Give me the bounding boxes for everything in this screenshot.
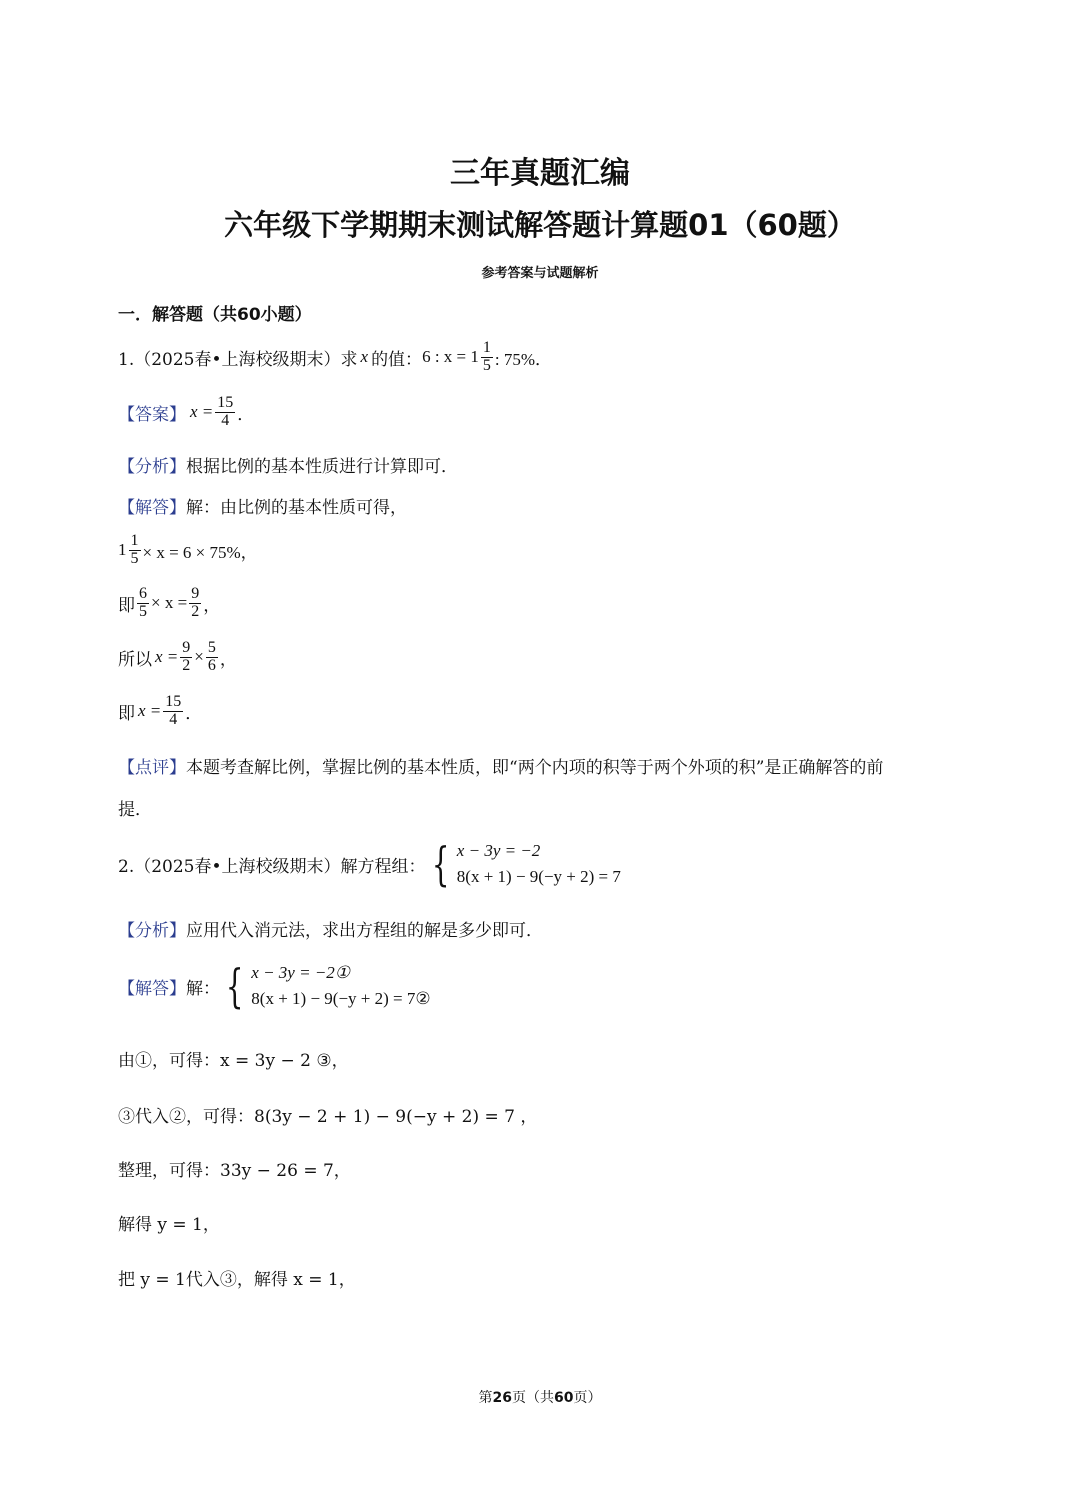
q1-statement	[118, 340, 552, 375]
q1-answer-end: ．	[237, 404, 255, 425]
q1-step4-prefix: 即	[118, 703, 135, 724]
q2-analysis	[118, 916, 543, 941]
q2-statement	[118, 838, 621, 891]
q1-step1	[118, 533, 258, 568]
q1-solution-text: 解：由比例的基本性质可得，	[186, 498, 407, 518]
q1-mid: 的值：	[371, 349, 423, 370]
q1-prefix: 1.（2025春•上海校级期末）求	[118, 349, 358, 370]
q1-step1-den: 5	[130, 549, 139, 567]
q1-solution	[118, 493, 407, 518]
footer-post: 页）	[573, 1390, 602, 1406]
q2-sol-row1: x − 3y = −2①	[251, 963, 351, 982]
q1-solution-tag: 【解答】	[118, 498, 186, 518]
q1-step4-num: 15	[165, 693, 182, 710]
q1-step2	[118, 586, 220, 621]
q1-step3-prefix: 所以	[118, 649, 152, 670]
q1-eq-left: 6 : x = 1	[422, 347, 479, 367]
page-footer	[0, 1387, 1080, 1407]
q1-step1-fraction	[129, 533, 141, 568]
q1-step1-whole: 1	[118, 540, 127, 560]
answer-caption: 参考答案与试题解析	[481, 266, 599, 281]
q1-step3-num1: 9	[182, 639, 191, 656]
q2-sol-row2: 8(x + 1) − 9(−y + 2) = 7②	[251, 989, 431, 1009]
q1-answer-lhs: x =	[190, 402, 214, 422]
q1-step3-num2: 5	[207, 639, 216, 656]
q1-comment	[118, 753, 883, 778]
q1-answer	[118, 395, 254, 430]
q1-answer-num: 15	[217, 394, 234, 411]
q1-step2-end: ，	[203, 595, 221, 616]
q1-step3-end: ，	[219, 649, 237, 670]
q1-analysis-tag: 【分析】	[118, 457, 186, 477]
q1-comment-text: 本题考查解比例，掌握比例的基本性质，即“两个内项的积等于两个外项的积”是正确解答的前	[186, 758, 884, 778]
q1-step1-num: 1	[130, 532, 139, 549]
q2-sys-row1: x − 3y = −2	[456, 841, 541, 860]
q2-step4: 解得 y = 1，	[118, 1215, 220, 1235]
q1-step2-prefix: 即	[118, 595, 135, 616]
q1-comment-tag: 【点评】	[118, 758, 186, 778]
q1-answer-tag: 【答案】	[118, 404, 186, 425]
q1-step2-num1: 6	[139, 585, 147, 602]
q1-comment-text2: 提．	[118, 800, 152, 820]
q1-answer-fraction	[215, 395, 235, 430]
q2-step1: 由①，可得：x = 3y − 2 ③，	[118, 1051, 349, 1071]
q1-step4-den: 4	[169, 710, 178, 728]
q1-step4-end: ．	[185, 703, 203, 724]
footer-pre: 第	[478, 1390, 493, 1406]
q2-step5: 把 y = 1代入③，解得 x = 1，	[118, 1270, 356, 1290]
q1-analysis	[118, 452, 458, 477]
q1-step3-fraction2	[206, 640, 218, 675]
q1-step4-fraction	[163, 694, 183, 729]
q2-sys-row2: 8(x + 1) − 9(−y + 2) = 7	[456, 867, 621, 887]
q2-solution-tag: 【解答】	[118, 978, 186, 999]
q1-step1-rest: × x = 6 × 75%，	[142, 542, 258, 562]
q1-fraction	[481, 340, 493, 375]
q2-prefix: 2.（2025春•上海校级期末）解方程组：	[118, 856, 426, 877]
q1-step4	[118, 694, 202, 729]
q2-solution-prefix: 解：	[186, 978, 220, 999]
q1-step4-lhs: x =	[138, 701, 162, 721]
q1-step2-den2: 2	[191, 602, 200, 620]
q1-step2-mid: × x =	[151, 593, 188, 613]
q2-step3: 整理，可得：33y − 26 = 7，	[118, 1161, 351, 1181]
footer-page-number: 26	[492, 1390, 512, 1406]
left-brace-icon: {	[431, 837, 449, 892]
document-subtitle: 六年级下学期期末测试解答题计算题01（60题）	[224, 208, 856, 242]
q1-step3-fraction1	[180, 640, 192, 675]
q1-step2-num2: 9	[191, 585, 200, 602]
q2-analysis-text: 应用代入消元法，求出方程组的解是多少即可．	[186, 921, 543, 941]
q1-comment-cont	[118, 795, 152, 820]
q1-eq-right: : 75%．	[494, 349, 553, 369]
section-heading: 一．解答题（共60小题）	[118, 305, 312, 325]
footer-total-pages: 60	[554, 1390, 574, 1406]
q1-answer-den: 4	[221, 411, 230, 429]
q1-step3-den1: 2	[182, 656, 191, 674]
q1-analysis-text: 根据比例的基本性质进行计算即可．	[186, 457, 458, 477]
q2-solution-system	[220, 960, 431, 1013]
q2-step2: ③代入②，可得：8(3y − 2 + 1) − 9(−y + 2) = 7 ，	[118, 1107, 538, 1127]
left-brace-icon: {	[225, 959, 244, 1014]
q1-step3-lhs: x =	[155, 647, 179, 667]
q1-step3	[118, 640, 237, 675]
q1-step2-den1: 5	[139, 602, 147, 620]
q2-analysis-tag: 【分析】	[118, 921, 186, 941]
q1-step2-fraction1	[137, 586, 149, 621]
q1-frac-num: 1	[482, 339, 491, 356]
q1-step2-fraction2	[189, 586, 201, 621]
footer-mid: 页（共	[512, 1390, 554, 1406]
q1-var-x: x	[360, 347, 369, 367]
q2-equation-system	[426, 838, 621, 891]
q1-step3-times: ×	[194, 647, 204, 667]
q1-step3-den2: 6	[207, 656, 216, 674]
q2-solution	[118, 960, 431, 1013]
q1-frac-den: 5	[482, 356, 491, 374]
document-title: 三年真题汇编	[450, 156, 630, 191]
